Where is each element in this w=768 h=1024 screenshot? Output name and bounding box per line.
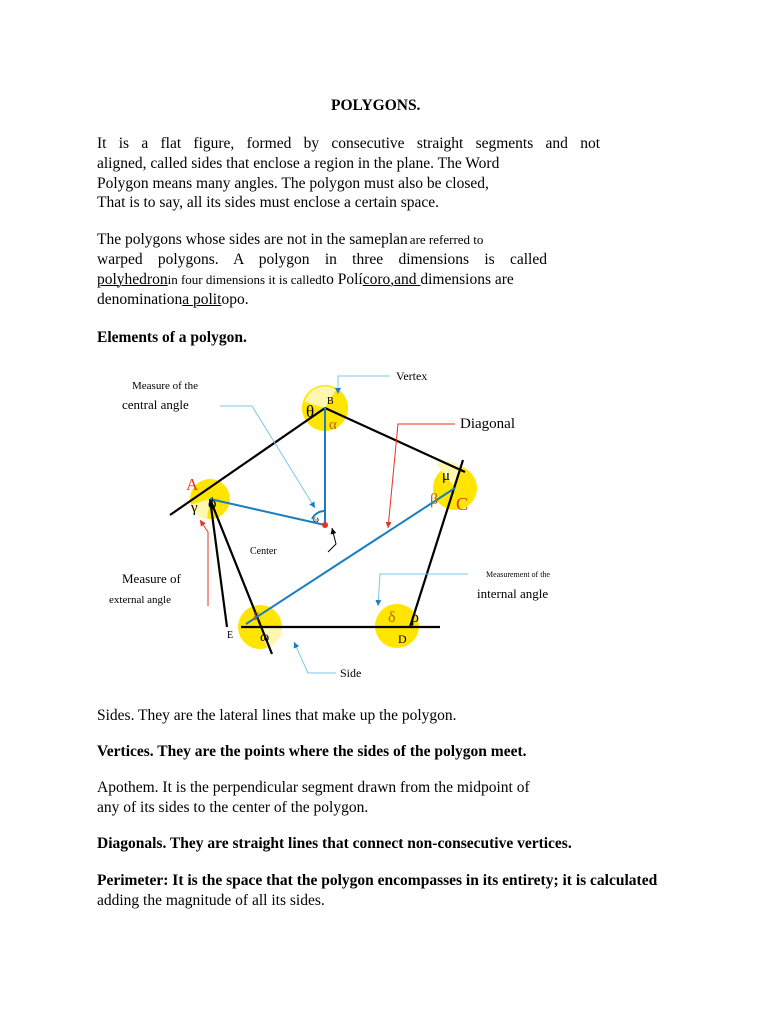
warped-line-1-text: The polygons whose sides are not in the sameplan (97, 231, 408, 248)
elements-heading: Elements of a polygon. (97, 329, 247, 346)
symbol-alpha: α (329, 417, 337, 433)
symbol-gamma: γ (191, 500, 198, 516)
warped-denomination: denomination (97, 291, 183, 308)
side-ab (170, 408, 325, 515)
symbol-phi: ϕ (208, 495, 217, 512)
warped-line-1 (97, 230, 483, 250)
polygon-diagram (100, 362, 580, 692)
symbol-delta: δ (388, 609, 396, 626)
label-measure-external-2: external angle (109, 594, 171, 606)
warped-line-4 (97, 290, 249, 310)
label-side: Side (340, 666, 362, 680)
warped-politopo-a: a polit (182, 291, 222, 308)
label-d: D (398, 632, 407, 646)
diagonal-ec (246, 488, 455, 624)
central-angle-callout (220, 406, 315, 508)
page-title: POLYGONS. (331, 97, 421, 114)
intro-line-1: It is a flat figure, formed by consecutive straight segments and not (97, 135, 600, 152)
intro-line-2: aligned, called sides that enclose a region in the plane. The Word (97, 155, 500, 172)
diagonals-text: Diagonals. They are straight lines that connect non-consecutive vertices. (97, 835, 572, 852)
apothem-line-1: Apothem. It is the perpendicular segment drawn from the midpoint of (97, 779, 530, 796)
side-bc (325, 408, 465, 472)
polygon-sides (170, 408, 465, 654)
symbol-mu: μ (442, 468, 451, 484)
warped-dimensions: dimensions are (420, 271, 514, 288)
warped-policoro-a: to Polí (321, 271, 363, 288)
label-vertex: Vertex (396, 369, 428, 383)
center-point (322, 522, 328, 528)
warped-line-2: warped polygons. A polygon in three dimensions is called (97, 251, 547, 268)
label-diagonal: Diagonal (460, 416, 515, 432)
warped-polyhedron: polyhedron (97, 271, 168, 288)
symbol-omega-e: ω (260, 630, 270, 645)
internal-angle-callout (378, 574, 468, 606)
label-b: B (327, 396, 334, 407)
intro-line-4: That is to say, all its sides must enclose a certain space. (97, 194, 440, 211)
radius-a (210, 499, 325, 525)
label-e: E (227, 630, 234, 641)
label-c: C (456, 494, 469, 514)
vertices-text: Vertices. They are the points where the sides of the polygon meet. (97, 743, 527, 760)
symbol-rho: ρ (411, 609, 419, 626)
label-measure-central-1: Measure of the (132, 380, 198, 392)
warped-four-dimensions: in four dimensions it is called (167, 272, 322, 287)
sides-text: Sides. They are the lateral lines that make up the polygon. (97, 707, 457, 724)
center-callout (328, 528, 336, 552)
warped-line-1-small: are referred to (409, 232, 484, 247)
label-a: A (186, 475, 199, 494)
label-measure-central-2: central angle (122, 397, 189, 412)
symbol-epsilon: ε (253, 607, 260, 624)
label-measure-external-1: Measure of (122, 571, 181, 586)
intro-line-3: Polygon means many angles. The polygon must also be closed, (97, 175, 489, 192)
perimeter-line-2: adding the magnitude of all its sides. (97, 892, 325, 909)
label-measurement-internal-1: Measurement of the (486, 570, 550, 579)
symbol-beta: β (430, 491, 439, 508)
warped-policoro-b: coro,and (362, 271, 421, 288)
symbol-omega-center: ω (313, 514, 319, 524)
warped-politopo-b: opo. (221, 291, 249, 308)
label-center: Center (250, 546, 277, 557)
side-callout (294, 642, 336, 673)
apothem-line-2: any of its sides to the center of the polygon. (97, 799, 369, 816)
warped-line-3 (97, 270, 514, 290)
external-angle-callout (200, 520, 208, 606)
symbol-theta: θ (306, 402, 315, 421)
perimeter-line-1: Perimeter: It is the space that the polygon encompasses in its entirety; it is calculated (97, 872, 658, 889)
label-measurement-internal-2: internal angle (477, 586, 549, 601)
vertex-callout (338, 376, 390, 394)
